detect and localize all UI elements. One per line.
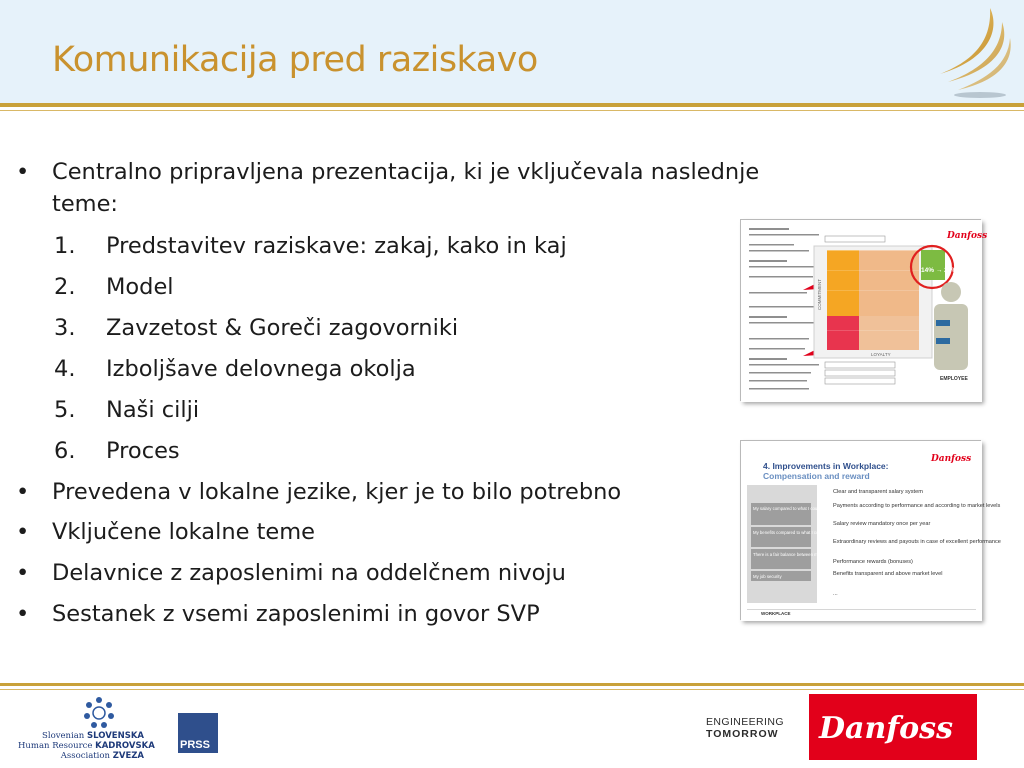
thumbnail-survey-model bbox=[740, 219, 988, 401]
thumbnail-survey-graphic bbox=[741, 220, 988, 402]
bullet-text: Vključene lokalne teme bbox=[52, 519, 316, 545]
thumb2-left-item: My salary compared to what I could get in a similar position elsewhere bbox=[753, 506, 887, 511]
thumb-axis-x: LOYALTY bbox=[871, 352, 891, 357]
thumb-employee: EMPLOYEE bbox=[940, 376, 968, 382]
tomorrow-text: TOMORROW bbox=[706, 728, 779, 740]
bullet-dot: • bbox=[16, 519, 30, 545]
bullet-text: Sestanek z vsemi zaposlenimi in govor SVP bbox=[52, 601, 540, 627]
slide-title: Komunikacija pred raziskavo bbox=[52, 40, 538, 80]
thumb2-right-item: Salary review mandatory once per year bbox=[833, 521, 931, 527]
item-number: 1. bbox=[54, 233, 76, 259]
slovenska-association-icon bbox=[82, 696, 116, 730]
thumb2-title2: Compensation and reward bbox=[763, 471, 870, 481]
item-number: 2. bbox=[54, 274, 76, 300]
bullet-dot: • bbox=[16, 601, 30, 627]
thumb-brand: Danfoss bbox=[947, 231, 988, 241]
bullet-text: teme: bbox=[52, 191, 119, 217]
item-text: Model bbox=[106, 274, 174, 300]
thumb2-right-item: Benefits transparent and above market level bbox=[833, 571, 943, 577]
danfoss-logo-mark bbox=[809, 694, 977, 760]
thumb-axis-y: COMMITMENT bbox=[817, 279, 822, 310]
slovenska-association-text bbox=[18, 731, 155, 761]
item-text: Naši cilji bbox=[106, 397, 200, 423]
item-text: Izboljšave delovnega okolja bbox=[106, 356, 416, 382]
thumb2-left-item: There is a fair balance between my performance and the rewards I receive bbox=[753, 552, 895, 557]
assoc-word: Association bbox=[60, 751, 110, 761]
bullet-dot: • bbox=[16, 159, 30, 185]
item-number: 6. bbox=[54, 438, 76, 464]
prss-logo bbox=[178, 713, 218, 753]
thumb2-workplace: WORKPLACE bbox=[761, 611, 791, 616]
assoc-word: Human Resource bbox=[18, 741, 93, 751]
item-number: 5. bbox=[54, 397, 76, 423]
thumbnail-improvements bbox=[740, 440, 1001, 620]
assoc-word: SLOVENSKA bbox=[86, 731, 144, 741]
item-text: Predstavitev raziskave: zakaj, kako in kaj bbox=[106, 233, 567, 259]
thumb2-right-item: Performance rewards (bonuses) bbox=[833, 559, 913, 565]
assoc-word: KADROVSKA bbox=[95, 741, 155, 751]
bullet-dot: • bbox=[16, 560, 30, 586]
thumb2-right-item: Extraordinary reviews and payouts in case of excellent performance bbox=[833, 539, 1001, 545]
bullet-dot: • bbox=[16, 479, 30, 505]
footer-rule bbox=[0, 683, 1024, 686]
thumb2-title1: 4. Improvements in Workplace: bbox=[763, 461, 889, 471]
bullet-text: Delavnice z zaposlenimi na oddelčnem nivoju bbox=[52, 560, 566, 586]
thumb2-right-item: Payments according to performance and according to market levels bbox=[833, 503, 1001, 509]
engineering-text: ENGINEERING bbox=[706, 716, 784, 728]
footer-rule-thin bbox=[0, 689, 1024, 690]
item-text: Zavzetost & Goreči zagovorniki bbox=[106, 315, 459, 341]
thumb2-left-item: My job security bbox=[753, 574, 782, 579]
danfoss-wordmark: Danfoss bbox=[819, 711, 953, 746]
prss-label: PRSS bbox=[180, 739, 210, 751]
item-number: 3. bbox=[54, 315, 76, 341]
thumb2-brand: Danfoss bbox=[931, 454, 972, 464]
item-number: 4. bbox=[54, 356, 76, 382]
bullet-text: Prevedena v lokalne jezike, kjer je to bilo potrebno bbox=[52, 479, 622, 505]
item-text: Proces bbox=[106, 438, 180, 464]
assoc-word: ZVEZA bbox=[112, 751, 144, 761]
thumb2-left-item: My benefits compared to what I could get in a similar position elsewhere bbox=[753, 530, 890, 535]
thumb2-right-item: Clear and transparent salary system bbox=[833, 489, 923, 495]
thumb2-right-item: ... bbox=[833, 591, 838, 597]
bullet-text: Centralno pripravljena prezentacija, ki je vključevala naslednje bbox=[52, 159, 760, 185]
thumb-badge: 14% → 24% bbox=[921, 267, 958, 274]
engineering-tomorrow bbox=[706, 716, 784, 740]
danfoss-logo bbox=[809, 694, 977, 760]
thumbnail-improvements-graphic bbox=[741, 441, 1001, 621]
assoc-word: Slovenian bbox=[42, 731, 85, 741]
